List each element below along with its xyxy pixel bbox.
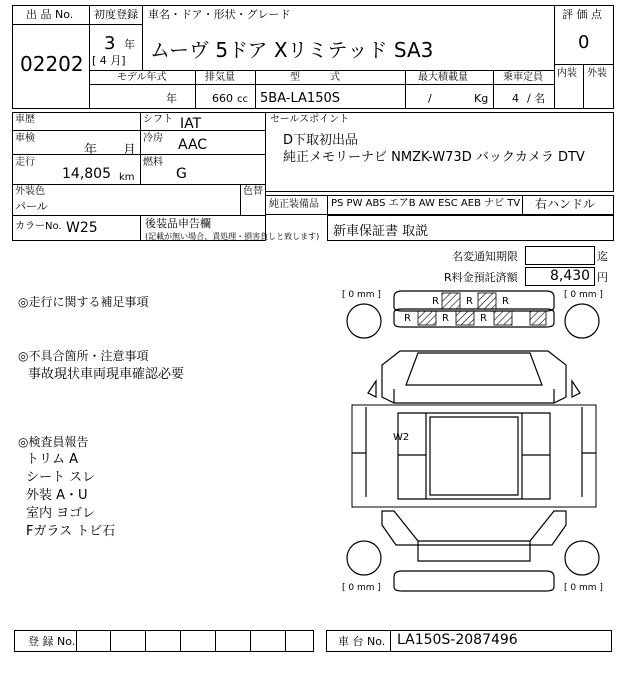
warranty-value: 新車保証書 取説 [333,224,429,239]
tire-front-left [347,304,381,338]
chassis-no-value: LA150S-2087496 [397,632,518,648]
tire-label-fr: [ 0 mm ] [564,290,603,300]
car-name: ムーヴ 5ドア Xリミテッド SA3 [150,38,434,62]
sales-label: セールスポイント [270,114,350,125]
shift-label: シフト [143,114,173,125]
color-label: 外装色 [15,186,45,197]
sales-line2: 純正メモリーナビ NMZK-W73D バックカメラ DTV [283,150,585,165]
car-name-label: 車名・ドア・形状・グレード [148,8,291,21]
rating-value: 0 [578,32,590,53]
inspection-label: 車検 [15,133,35,144]
displacement-value: 660 [212,92,233,105]
equip-label: 純正装備品 [269,199,319,210]
inspector-line: 室内 ヨゴレ [26,506,96,521]
name-change-label: 名変通知期限 [452,250,518,263]
recycle-label: R料金預託済額 [444,271,518,284]
type-label: 型 式 [290,72,340,83]
name-change-unit: 迄 [597,250,608,263]
inspector-line: トリム A [26,452,79,467]
roof-mark: R [432,296,439,307]
sales-line1: D下取初出品 [283,133,359,148]
fuel-label: 燃料 [143,157,163,168]
model-year-label: モデル年式 [117,72,167,83]
front-mark: R [442,313,449,324]
recolor-label: 色替 [243,186,263,197]
inspector-line: シート スレ [26,470,96,485]
defect-notes-label: ◎不具合箇所・注意事項 [18,349,149,363]
first-reg-month: [ 4 月] [92,54,126,67]
lot-label: 出 品 No. [26,8,74,21]
color-value: パール [15,200,48,213]
inspector-line: 外装 A・U [26,488,88,503]
after-note: (記載が無い場合、責処理・損害負しと致します) [145,232,320,241]
ac-label: 冷房 [143,133,163,144]
color-no-label: カラーNo. [15,221,62,232]
tire-label-rl: [ 0 mm ] [342,583,381,593]
mileage-unit: km [119,172,135,183]
first-reg-year: 3 [104,33,116,54]
reg-no-label: 登 録 No. [28,635,76,648]
exterior-label: 外装 [587,68,607,79]
recycle-value: 8,430 [550,268,591,284]
tire-rear-right [565,541,599,575]
load-sep: / [428,92,432,105]
displacement-unit: cc [237,94,248,105]
first-reg-label: 初度登録 [94,8,138,21]
rating-label: 評 価 点 [562,8,602,21]
displacement-label: 排気量 [205,72,235,83]
load-label: 最大積載量 [418,72,468,83]
capacity-unit: / 名 [527,92,546,105]
tire-rear-left [347,541,381,575]
capacity-value: 4 [512,92,519,105]
ac-value: AAC [178,137,208,153]
damage-code: W2 [393,432,410,443]
type-value: 5BA-LA150S [260,91,340,106]
interior-label: 内装 [557,68,577,79]
after-label: 後装品申告欄 [145,217,211,230]
fuel-value: G [176,166,187,182]
load-unit: Kg [474,92,489,105]
history-label: 車歴 [15,114,35,125]
front-mark: R [404,313,411,324]
inspection-value: 年 月 [84,143,137,158]
color-no-value: W25 [66,220,98,236]
tire-front-right [565,304,599,338]
defect-notes-text: 事故現状車両現車確認必要 [28,367,185,382]
front-mark: R [480,313,487,324]
shift-value: IAT [180,116,202,132]
name-change-box [525,246,595,265]
mileage-value: 14,805 [62,166,111,182]
tire-label-rr: [ 0 mm ] [564,583,603,593]
car-diagram [338,285,610,607]
inspector-line: Fガラス トビ石 [26,524,116,539]
recycle-unit: 円 [597,271,608,284]
year-unit: 年 [124,38,135,51]
lot-number: 02202 [20,52,84,76]
handle-value: 右ハンドル [535,197,596,211]
inspector-label: ◎検査員報告 [18,435,89,449]
roof-mark: R [466,296,473,307]
capacity-label: 乗車定員 [503,72,543,83]
model-year-unit: 年 [166,92,177,105]
tire-label-fl: [ 0 mm ] [342,290,381,300]
mileage-label: 走行 [15,157,35,168]
chassis-no-label: 車 台 No. [338,635,386,648]
drive-notes-label: ◎走行に関する補足事項 [18,295,149,309]
equip-values: PS PW ABS エアB AW ESC AEB ナビ TV [331,198,521,209]
roof-mark: R [502,296,509,307]
